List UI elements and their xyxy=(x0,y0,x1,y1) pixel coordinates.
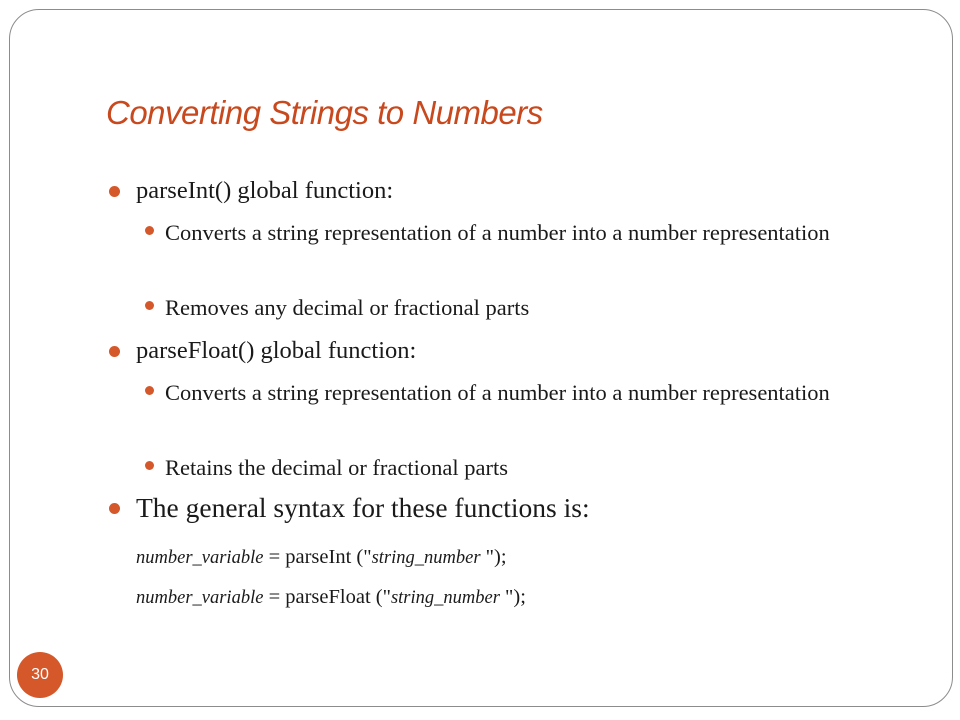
subbullet-parseint-converts xyxy=(165,214,905,251)
bullet-dot-icon xyxy=(145,301,154,310)
code-line-parseint xyxy=(136,546,507,569)
code-variable: number_variable xyxy=(136,588,264,608)
subbullet-text: Converts a string representation of a number into a number representation xyxy=(165,220,830,245)
bullet-parsefloat xyxy=(136,337,416,365)
bullet-text: parseFloat() global function: xyxy=(136,337,417,364)
page-number-badge xyxy=(17,652,63,698)
bullet-text: The general syntax for these functions is: xyxy=(136,492,590,523)
subbullet-parsefloat-retains xyxy=(165,449,905,486)
subbullet-parsefloat-converts xyxy=(165,374,905,411)
bullet-parseint xyxy=(136,177,393,205)
subbullet-text: Converts a string representation of a number into a number representation xyxy=(165,380,830,405)
page-number: 30 xyxy=(31,666,49,683)
code-operator: = parseFloat (" xyxy=(263,586,391,608)
subbullet-text: Removes any decimal or fractional parts xyxy=(165,295,530,320)
code-end: "); xyxy=(499,586,526,608)
subbullet-parseint-removes xyxy=(165,289,905,326)
code-argument: string_number xyxy=(390,588,500,608)
bullet-text: parseInt() global function: xyxy=(136,177,394,204)
bullet-dot-icon xyxy=(145,461,154,470)
bullet-dot-icon xyxy=(109,503,120,514)
code-variable: number_variable xyxy=(136,548,264,568)
bullet-dot-icon xyxy=(109,186,120,197)
code-argument: string_number xyxy=(371,548,481,568)
bullet-syntax xyxy=(136,492,590,524)
bullet-dot-icon xyxy=(109,346,120,357)
code-end: "); xyxy=(480,546,507,568)
code-line-parsefloat xyxy=(136,586,526,609)
code-operator: = parseInt (" xyxy=(263,546,372,568)
slide-title: Converting Strings to Numbers xyxy=(106,94,543,131)
bullet-dot-icon xyxy=(145,226,154,235)
bullet-dot-icon xyxy=(145,386,154,395)
subbullet-text: Retains the decimal or fractional parts xyxy=(165,455,508,480)
